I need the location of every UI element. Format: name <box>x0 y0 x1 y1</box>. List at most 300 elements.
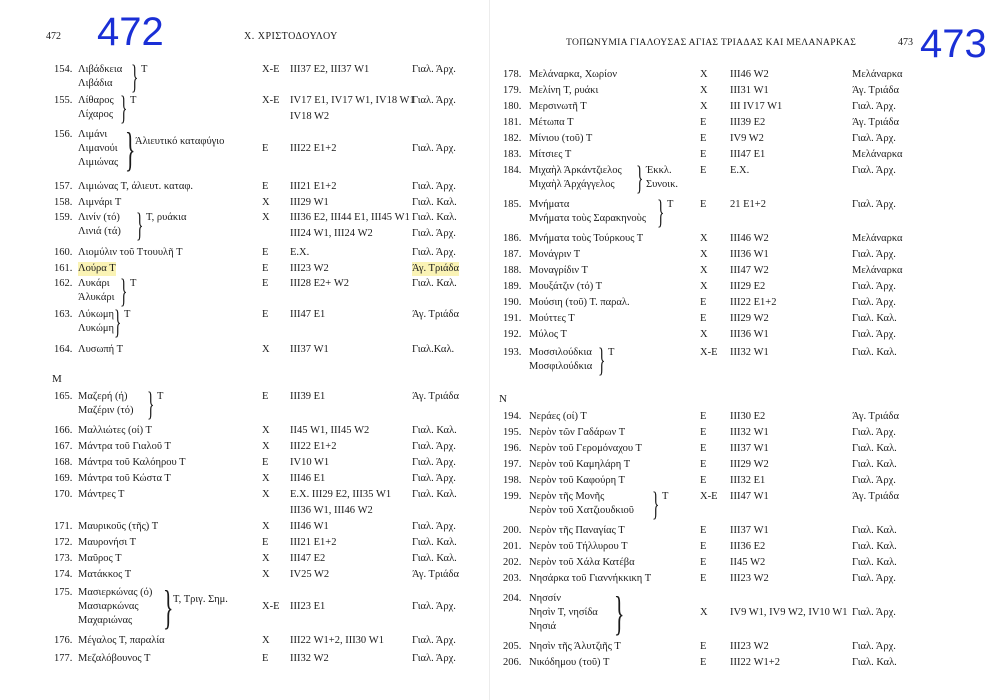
entry-grid-ref: ΙΙΙ36 W1, ΙΙΙ46 W2 <box>290 505 373 516</box>
entry-name: Μύλος Τ <box>529 329 567 340</box>
entry-place: Γιαλ. Άρχ. <box>852 641 896 652</box>
entry-number: 200. <box>503 525 522 536</box>
entry-number: 179. <box>503 85 522 96</box>
entry-place: Γιαλ. Άρχ. <box>852 133 896 144</box>
entry-code: Χ <box>262 635 270 646</box>
grouping-brace: } <box>657 194 665 231</box>
entry-place: Γιαλ. Άρχ. <box>852 297 896 308</box>
entry-number: 157. <box>54 181 73 192</box>
entry-number: 188. <box>503 265 522 276</box>
entry-name: Μαυρονήσι Τ <box>78 537 137 548</box>
entry-name: Νερὸν τῆς Παναγίας Τ <box>529 525 625 536</box>
entry-name: Μίτσιες Τ <box>529 149 572 160</box>
grouping-brace: } <box>598 342 606 379</box>
entry-number: 170. <box>54 489 73 500</box>
entry-code: Χ-Ε <box>262 601 280 612</box>
entry-number: 202. <box>503 557 522 568</box>
entry-tag: Τ <box>667 199 674 210</box>
entry-place: Γιαλ. Άρχ. <box>412 64 456 75</box>
entry-grid-ref: ΙΙΙ36 W1 <box>730 329 769 340</box>
entry-code: Ε <box>700 117 707 128</box>
entry-grid-ref: ΙΙΙ47 Ε1 <box>730 149 766 160</box>
section-letter-m: Μ <box>52 373 62 385</box>
entry-grid-ref: ΙΙΙ22 Ε1+2 <box>290 441 337 452</box>
entry-code: Ε <box>700 459 707 470</box>
entry-grid-ref: ΙΙΙ23 W2 <box>730 641 769 652</box>
entry-name: Νερὸν τῶν Γαδάρων Τ <box>529 427 626 438</box>
entry-place: Γιαλ. Καλ. <box>412 278 457 289</box>
entry-name: Νικόδημου (τοῦ) Τ <box>529 657 610 668</box>
entry-grid-ref: ΙΙΙ46 W2 <box>730 69 769 80</box>
entry-name: Μούττες Τ <box>529 313 575 324</box>
entry-grid-ref: Ε.Χ. ΙΙΙ29 Ε2, ΙΙΙ35 W1 <box>290 489 392 500</box>
entry-place: Γιαλ. Άρχ. <box>852 475 896 486</box>
entry-number: 177. <box>54 653 73 664</box>
entry-name: Μιχαὴλ Άρχάγγελος <box>529 179 615 190</box>
entry-number: 191. <box>503 313 522 324</box>
entry-code: Χ <box>262 212 270 223</box>
entry-name: Μνήματα τοὺς Τούρκους Τ <box>529 233 644 244</box>
entry-place: Γιαλ.Καλ. <box>412 344 455 355</box>
entry-name: Μαζέριν (τό) <box>78 405 134 416</box>
entry-number: 154. <box>54 64 73 75</box>
entry-number: 181. <box>503 117 522 128</box>
entry-place: Γιαλ. Άρχ. <box>412 228 456 239</box>
entry-number: 162. <box>54 278 73 289</box>
entry-number: 203. <box>503 573 522 584</box>
entry-code: Χ <box>262 521 270 532</box>
entry-code: Ε <box>700 427 707 438</box>
entry-code: Ε <box>700 149 707 160</box>
entry-place: Γιαλ. Άρχ. <box>852 101 896 112</box>
entry-name: Μάντρες Τ <box>78 489 125 500</box>
right-running-head: ΤΟΠΩΝΥΜΙΑ ΓΙΑΛΟΥΣΑΣ ΑΓΙΑΣ ΤΡΙΑΔΑΣ ΚΑΙ ΜΕΛΑΝΑΡΚΑΣ <box>566 37 857 48</box>
entry-name: Νερὸν τοῦ Τήλλυρου Τ <box>529 541 628 552</box>
entry-code: Ε <box>700 313 707 324</box>
entry-grid-ref: ΙΙΙ32 W1 <box>730 347 769 358</box>
entry-name: Νησιά <box>529 621 557 632</box>
entry-name: Λιβάδκεια <box>78 64 123 75</box>
entry-code: Ε <box>262 247 269 258</box>
grouping-brace: } <box>614 587 625 640</box>
entry-grid-ref: ΙΙΙ IV17 W1 <box>730 101 783 112</box>
entry-place: Γιαλ. Άρχ. <box>852 427 896 438</box>
entry-place: Γιαλ. Άρχ. <box>412 143 456 154</box>
entry-name: Άλυκάρι <box>78 292 115 303</box>
entry-number: 161. <box>54 263 73 274</box>
entry-code: Ε <box>262 278 269 289</box>
entry-grid-ref: ΙΙΙ36 Ε2 <box>730 541 766 552</box>
entry-name: Μερσινωτῆ Τ <box>529 101 587 112</box>
entry-grid-ref: ΙΙΙ36 Ε2, ΙΙΙ44 Ε1, ΙΙΙ45 W1 <box>290 212 410 223</box>
entry-grid-ref: ΙΙΙ46 W1 <box>290 521 329 532</box>
entry-place: Άγ. Τριάδα <box>852 85 899 96</box>
entry-name: Μνήματα τοὺς Σαρακηνοὺς <box>529 213 646 224</box>
entry-place: Άγ. Τριάδα <box>412 391 459 402</box>
entry-tag: Τ <box>608 347 615 358</box>
grouping-brace: } <box>131 59 139 96</box>
entry-grid-ref: ΙΙΙ47 Ε1 <box>290 309 326 320</box>
entry-place: Γιαλ. Άρχ. <box>412 181 456 192</box>
entry-number: 167. <box>54 441 73 452</box>
entry-grid-ref: ΙΙΙ24 W1, ΙΙΙ24 W2 <box>290 228 373 239</box>
entry-place: Άγ. Τριάδα <box>412 263 459 274</box>
entry-number: 193. <box>503 347 522 358</box>
entry-code: Ε <box>700 199 707 210</box>
entry-place: Μελάναρκα <box>852 233 903 244</box>
entry-number: 187. <box>503 249 522 260</box>
entry-grid-ref: ΙΙΙ22 W1+2 <box>730 657 780 668</box>
entry-place: Γιαλ. Καλ. <box>412 197 457 208</box>
right-big-page-number: 473 <box>920 22 987 66</box>
entry-code: Ε <box>700 573 707 584</box>
entry-number: 195. <box>503 427 522 438</box>
entry-grid-ref: ΙΙΙ32 Ε1 <box>730 475 766 486</box>
entry-place: Γιαλ. Άρχ. <box>412 653 456 664</box>
entry-name: Μέτωπα Τ <box>529 117 574 128</box>
entry-grid-ref: ΙΙΙ32 W2 <box>290 653 329 664</box>
entry-grid-ref: Ε.Χ. <box>290 247 310 258</box>
entry-grid-ref: ΙΙΙ37 W1 <box>290 344 329 355</box>
entry-code: Χ <box>700 233 708 244</box>
entry-name: Λυκώμη <box>78 323 115 334</box>
entry-grid-ref: ΙΙ45 W2 <box>730 557 766 568</box>
entry-grid-ref: ΙΙΙ47 W1 <box>730 491 769 502</box>
entry-place: Γιαλ. Καλ. <box>412 553 457 564</box>
entry-code: Χ <box>700 607 708 618</box>
entry-name: Μάντρα τοῦ Γιαλοῦ Τ <box>78 441 171 452</box>
entry-name: Μελίνη Τ, ρυάκι <box>529 85 599 96</box>
entry-grid-ref: ΙΙΙ29 W2 <box>730 459 769 470</box>
entry-grid-ref: ΙΙΙ23 W2 <box>290 263 329 274</box>
page-gutter <box>489 0 490 700</box>
grouping-brace: } <box>120 273 128 310</box>
entry-name: Λούρα Τ <box>78 263 116 274</box>
entry-grid-ref: ΙΙΙ47 W2 <box>730 265 769 276</box>
entry-grid-ref: ΙΙΙ47 Ε2 <box>290 553 326 564</box>
entry-place: Άγ. Τριάδα <box>412 309 459 320</box>
entry-place: Γιαλ. Καλ. <box>412 537 457 548</box>
entry-number: 180. <box>503 101 522 112</box>
entry-grid-ref: Ε.Χ. <box>730 165 750 176</box>
entry-tag: Τ <box>130 278 137 289</box>
entry-name: Νερὸν τοῦ Καφούρη Τ <box>529 475 625 486</box>
entry-number: 197. <box>503 459 522 470</box>
entry-name: Μοναγρίδιν Τ <box>529 265 588 276</box>
entry-place: Γιαλ. Άρχ. <box>852 329 896 340</box>
entry-code: Ε <box>262 537 269 548</box>
entry-name: Νεράες (οί) Τ <box>529 411 587 422</box>
entry-code: Χ <box>700 329 708 340</box>
entry-name: Λιμιώνας <box>78 157 119 168</box>
entry-place: Γιαλ. Άρχ. <box>852 607 896 618</box>
entry-grid-ref: ΙΙΙ31 W1 <box>730 85 769 96</box>
entry-code: Χ <box>700 281 708 292</box>
entry-name: Νερὸν τοῦ Χάλα Κατέβα <box>529 557 635 568</box>
entry-code: Ε <box>262 391 269 402</box>
entry-grid-ref: IV9 W2 <box>730 133 764 144</box>
entry-number: 206. <box>503 657 522 668</box>
entry-code: Ε <box>262 309 269 320</box>
entry-name: Μασιερκώνας (ό) <box>78 587 153 598</box>
entry-number: 165. <box>54 391 73 402</box>
entry-grid-ref: ΙΙΙ32 W1 <box>730 427 769 438</box>
entry-number: 159. <box>54 212 73 223</box>
entry-name: Μούσιη (τοῦ) Τ. παραλ. <box>529 297 630 308</box>
entry-grid-ref: ΙΙ45 W1, ΙΙΙ45 W2 <box>290 425 370 436</box>
entry-number: 176. <box>54 635 73 646</box>
entry-tag: Έκκλ. <box>646 165 672 176</box>
entry-place: Γιαλ. Άρχ. <box>412 441 456 452</box>
entry-place: Μελάναρκα <box>852 69 903 80</box>
entry-name: Ματάκκος Τ <box>78 569 132 580</box>
entry-code: Χ <box>700 265 708 276</box>
entry-place: Γιαλ. Καλ. <box>852 443 897 454</box>
entry-place: Άγ. Τριάδα <box>852 117 899 128</box>
entry-name: Μοσσιλούδκια <box>529 347 592 358</box>
left-page-number: 472 <box>46 31 61 42</box>
entry-number: 178. <box>503 69 522 80</box>
entry-number: 166. <box>54 425 73 436</box>
entry-number: 204. <box>503 593 522 604</box>
entry-grid-ref: IV10 W1 <box>290 457 330 468</box>
entry-name: Μνήματα <box>529 199 570 210</box>
entry-grid-ref: ΙΙΙ39 Ε2 <box>730 117 766 128</box>
entry-name: Λίθαρος <box>78 95 114 106</box>
entry-place: Γιαλ. Καλ. <box>852 459 897 470</box>
entry-number: 155. <box>54 95 73 106</box>
entry-grid-ref: ΙΙΙ21 Ε1+2 <box>290 537 337 548</box>
right-page-number: 473 <box>898 37 913 48</box>
entry-name: Μιχαὴλ Άρκάντζιελος <box>529 165 622 176</box>
entry-name: Λίχαρος <box>78 109 114 120</box>
entry-place: Γιαλ. Άρχ. <box>852 573 896 584</box>
entry-code: Ε <box>700 541 707 552</box>
entry-number: 201. <box>503 541 522 552</box>
entry-name: Μέγαλος Τ, παραλία <box>78 635 165 646</box>
grouping-brace: } <box>120 90 128 127</box>
entry-place: Άγ. Τριάδα <box>412 569 459 580</box>
entry-grid-ref: ΙΙΙ46 Ε1 <box>290 473 326 484</box>
entry-number: 198. <box>503 475 522 486</box>
entry-code: Ε <box>700 557 707 568</box>
entry-grid-ref: ΙΙΙ36 W1 <box>730 249 769 260</box>
entry-number: 164. <box>54 344 73 355</box>
entry-code: Χ <box>262 569 270 580</box>
entry-code: Ε <box>700 133 707 144</box>
entry-code: Χ <box>262 425 270 436</box>
entry-place: Γιαλ. Καλ. <box>412 489 457 500</box>
entry-name: Μεζαλόβουνος Τ <box>78 653 151 664</box>
entry-code: Χ <box>262 197 270 208</box>
entry-code: Χ <box>700 85 708 96</box>
entry-number: 189. <box>503 281 522 292</box>
entry-grid-ref: ΙΙΙ28 Ε2+ W2 <box>290 278 349 289</box>
entry-place: Μελάναρκα <box>852 149 903 160</box>
entry-grid-ref: ΙΙΙ23 W2 <box>730 573 769 584</box>
entry-code: Ε <box>262 653 269 664</box>
entry-grid-ref: ΙΙΙ37 W1 <box>730 443 769 454</box>
entry-place: Άγ. Τριάδα <box>852 411 899 422</box>
entry-name: Λινίν (τό) <box>78 212 120 223</box>
entry-grid-ref: ΙΙΙ22 W1+2, ΙΙΙ30 W1 <box>290 635 384 646</box>
entry-grid-ref: ΙΙΙ22 Ε1+2 <box>730 297 777 308</box>
entry-code: Ε <box>700 297 707 308</box>
entry-grid-ref: ΙΙΙ29 Ε2 <box>730 281 766 292</box>
entry-grid-ref: ΙΙΙ29 W2 <box>730 313 769 324</box>
entry-number: 182. <box>503 133 522 144</box>
entry-code: Χ <box>262 553 270 564</box>
entry-grid-ref: ΙΙΙ46 W2 <box>730 233 769 244</box>
entry-name: Νησάρκα τοῦ Γιαννήκκικη Τ <box>529 573 652 584</box>
entry-number: 168. <box>54 457 73 468</box>
entry-name: Λυκάρι <box>78 278 110 289</box>
entry-name: Νησσίν <box>529 593 561 604</box>
entry-code: Χ-Ε <box>262 95 280 106</box>
entry-number: 194. <box>503 411 522 422</box>
entry-name: Λύκωμη <box>78 309 115 320</box>
entry-name: Νησὶν τῆς Άλυτζιῆς Τ <box>529 641 621 652</box>
entry-place: Γιαλ. Άρχ. <box>852 165 896 176</box>
entry-grid-ref: IV17 E1, IV17 W1, IV18 W1 <box>290 95 415 106</box>
entry-number: 186. <box>503 233 522 244</box>
entry-name: Μαῦρος Τ <box>78 553 122 564</box>
entry-code: Χ-Ε <box>700 491 718 502</box>
entry-tag: Τ, Τριγ. Σημ. <box>173 594 228 605</box>
entry-place: Γιαλ. Καλ. <box>412 212 457 223</box>
grouping-brace: } <box>147 386 155 423</box>
entry-name: Νερὸν τοῦ Καμηλάρη Τ <box>529 459 631 470</box>
entry-name: Λιμανούι <box>78 143 118 154</box>
entry-place: Γιαλ. Άρχ. <box>852 281 896 292</box>
entry-name: Λυσωπή Τ <box>78 344 124 355</box>
entry-number: 205. <box>503 641 522 652</box>
grouping-brace: } <box>125 123 136 176</box>
entry-place: Γιαλ. Καλ. <box>852 347 897 358</box>
entry-name: Μάντρα τοῦ Καλόηρου Τ <box>78 457 186 468</box>
entry-name: Μασιαρκώνας <box>78 601 139 612</box>
entry-code: Ε <box>700 443 707 454</box>
entry-code: Χ-Ε <box>700 347 718 358</box>
entry-code: Χ-Ε <box>262 64 280 75</box>
grouping-brace: } <box>636 160 644 197</box>
entry-name: Μίνιου (τοῦ) Τ <box>529 133 593 144</box>
entry-code: Ε <box>700 475 707 486</box>
entry-name: Νερὸν τοῦ Χατζιουδκιοῦ <box>529 505 634 516</box>
entry-grid-ref: ΙΙΙ39 Ε1 <box>290 391 326 402</box>
section-letter-n: Ν <box>499 393 507 405</box>
entry-place: Γιαλ. Άρχ. <box>412 247 456 258</box>
entry-grid-ref: IV25 W2 <box>290 569 330 580</box>
entry-number: 192. <box>503 329 522 340</box>
entry-place: Γιαλ. Καλ. <box>852 313 897 324</box>
entry-grid-ref: 21 Ε1+2 <box>730 199 766 210</box>
entry-tag: Τ <box>124 309 131 320</box>
entry-grid-ref: IV9 W1, IV9 W2, IV10 W1 <box>730 607 848 618</box>
entry-code: Χ <box>262 441 270 452</box>
entry-place: Γιαλ. Άρχ. <box>412 457 456 468</box>
left-running-head: Χ. ΧΡΙΣΤΟΔΟΥΛΟΥ <box>244 31 338 42</box>
entry-name: Λιομύλιν τοῦ Ττουυλῆ Τ <box>78 247 183 258</box>
entry-code: Ε <box>700 411 707 422</box>
entry-name: Λιμιώνας Τ, άλιευτ. καταφ. <box>78 181 194 192</box>
entry-place: Γιαλ. Καλ. <box>852 557 897 568</box>
entry-tag: Τ <box>662 491 669 502</box>
entry-number: 172. <box>54 537 73 548</box>
entry-number: 196. <box>503 443 522 454</box>
entry-place: Άγ. Τριάδα <box>852 491 899 502</box>
entry-number: 169. <box>54 473 73 484</box>
entry-number: 190. <box>503 297 522 308</box>
entry-code: Ε <box>262 143 269 154</box>
entry-grid-ref: ΙΙΙ21 Ε1+2 <box>290 181 337 192</box>
entry-tag: T <box>141 64 148 75</box>
entry-tag: T <box>130 95 137 106</box>
entry-name: Μουξάτζιν (τό) Τ <box>529 281 603 292</box>
entry-name: Νησὶν Τ, νησίδα <box>529 607 598 618</box>
entry-place: Γιαλ. Άρχ. <box>412 473 456 484</box>
entry-place: Γιαλ. Καλ. <box>852 657 897 668</box>
entry-code: Ε <box>262 263 269 274</box>
entry-number: 199. <box>503 491 522 502</box>
entry-place: Μελάναρκα <box>852 265 903 276</box>
grouping-brace: } <box>652 486 660 523</box>
entry-tag: Άλιευτικό καταφύγιο <box>135 136 225 147</box>
entry-place: Γιαλ. Άρχ. <box>412 601 456 612</box>
entry-code: Ε <box>262 457 269 468</box>
entry-code: Ε <box>262 181 269 192</box>
entry-place: Γιαλ. Άρχ. <box>412 521 456 532</box>
entry-code: Χ <box>700 101 708 112</box>
entry-code: Χ <box>262 344 270 355</box>
entry-number: 184. <box>503 165 522 176</box>
entry-place: Γιαλ. Άρχ. <box>852 249 896 260</box>
entry-number: 185. <box>503 199 522 210</box>
entry-number: 160. <box>54 247 73 258</box>
entry-place: Γιαλ. Καλ. <box>852 541 897 552</box>
entry-grid-ref: ΙΙΙ23 Ε1 <box>290 601 326 612</box>
entry-number: 175. <box>54 587 73 598</box>
entry-name: Μονάγριν Τ <box>529 249 581 260</box>
entry-grid-ref: ΙΙΙ37 W1 <box>730 525 769 536</box>
entry-number: 158. <box>54 197 73 208</box>
entry-name: Μαχαριώνας <box>78 615 133 626</box>
entry-grid-ref: ΙΙΙ29 W1 <box>290 197 329 208</box>
entry-name: Νερὸν τοῦ Γερομόναχου Τ <box>529 443 642 454</box>
entry-name: Λιμνάρι Τ <box>78 197 122 208</box>
entry-place: Γιαλ. Καλ. <box>412 425 457 436</box>
entry-place: Γιαλ. Άρχ. <box>412 635 456 646</box>
entry-name: Λιβάδια <box>78 78 113 89</box>
grouping-brace: } <box>114 304 122 341</box>
left-big-page-number: 472 <box>97 10 164 54</box>
entry-place: Γιαλ. Καλ. <box>852 525 897 536</box>
entry-number: 156. <box>54 129 73 140</box>
entry-code: Χ <box>700 69 708 80</box>
entry-place: Γιαλ. Άρχ. <box>412 95 456 106</box>
entry-number: 171. <box>54 521 73 532</box>
entry-code: Χ <box>262 489 270 500</box>
entry-name: Μοσφιλούδκια <box>529 361 593 372</box>
entry-grid-ref: IV18 W2 <box>290 111 330 122</box>
entry-grid-ref: ΙΙΙ37 Ε2, ΙΙΙ37 W1 <box>290 64 370 75</box>
entry-code: Ε <box>700 641 707 652</box>
entry-place: Γιαλ. Άρχ. <box>852 199 896 210</box>
grouping-brace: } <box>136 207 144 244</box>
entry-name: Μαυρικοῦς (τῆς) Τ <box>78 521 159 532</box>
entry-code: Ε <box>700 165 707 176</box>
entry-number: 163. <box>54 309 73 320</box>
